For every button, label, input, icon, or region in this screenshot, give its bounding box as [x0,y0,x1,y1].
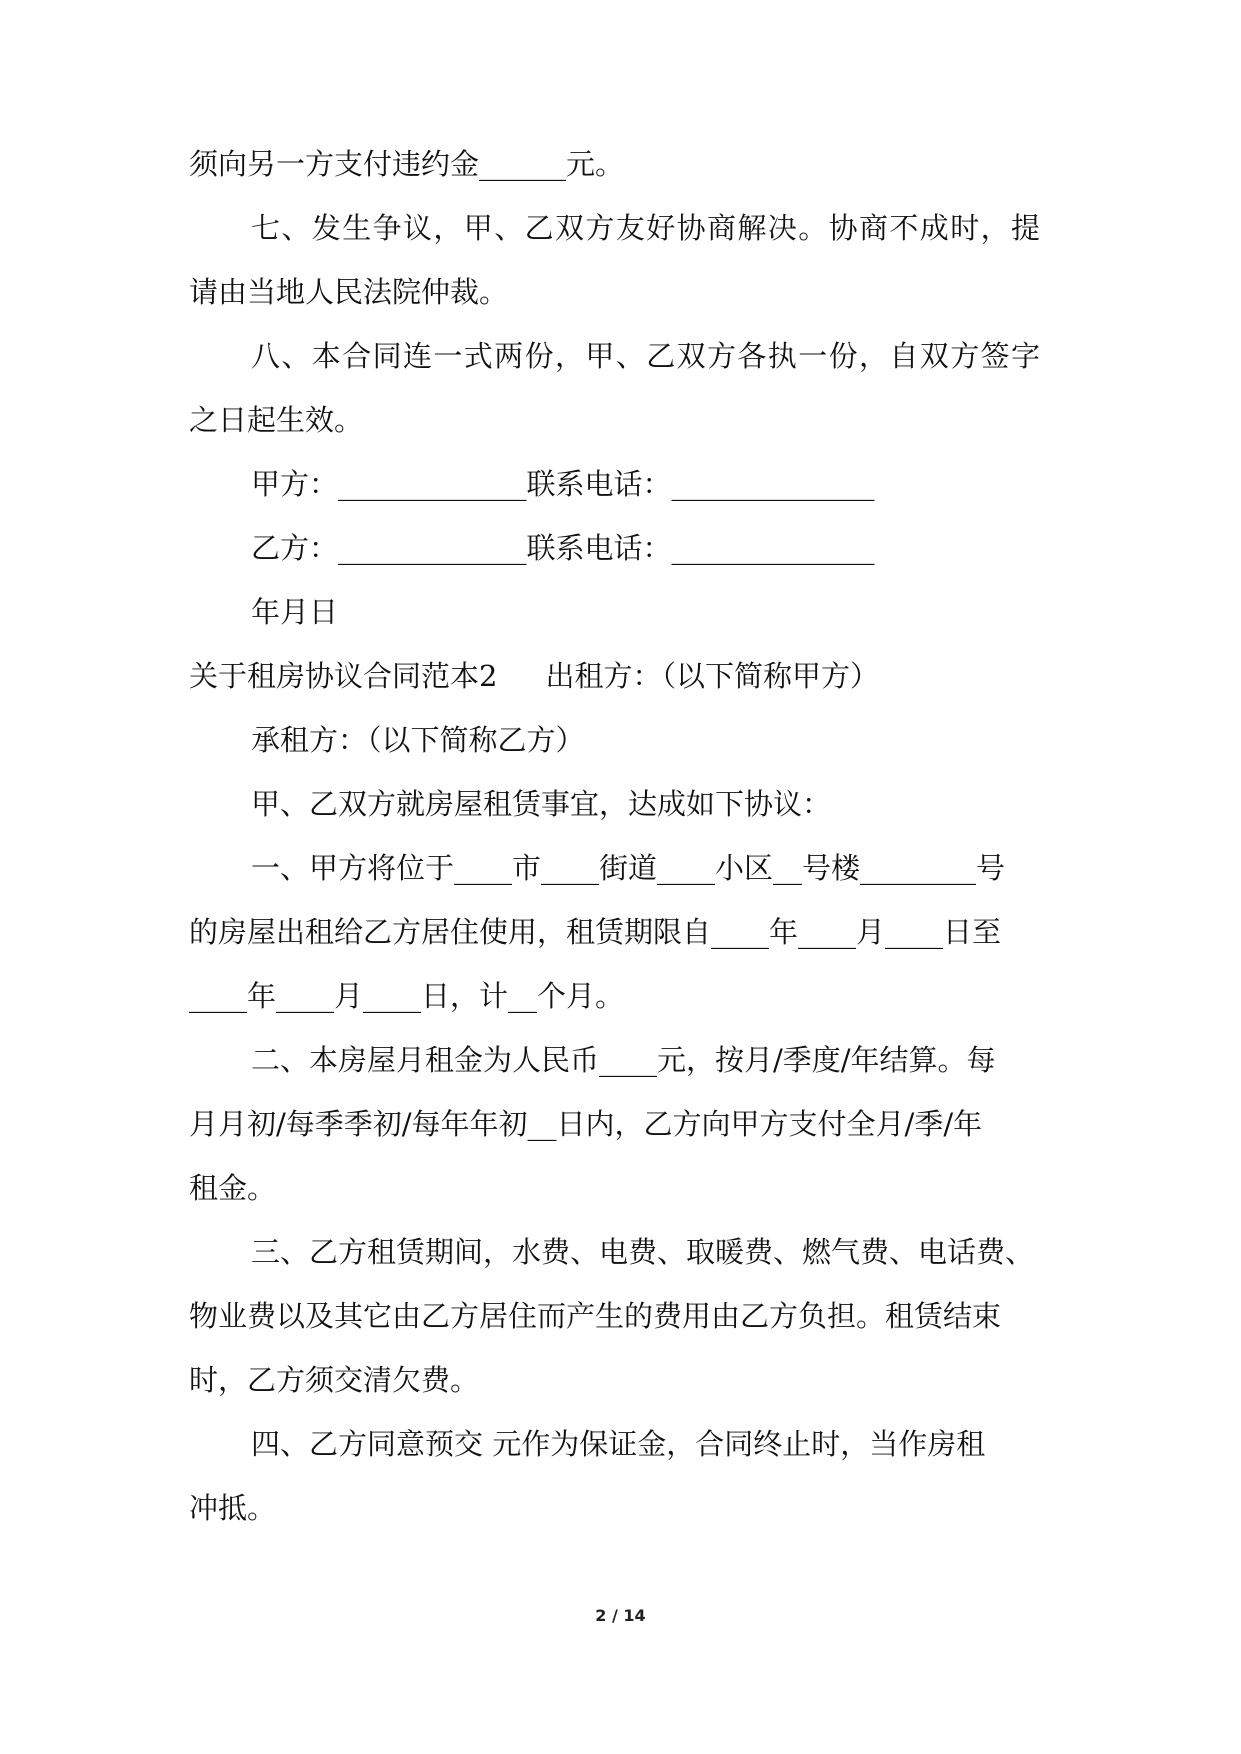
text-line: 三、乙方租赁期间，水费、电费、取暖费、燃气费、电话费、 [251,1235,1035,1269]
text-line: 七、发生争议，甲、乙双方友好协商解决。协商不成时，提 [251,211,1042,245]
text-line: 之日起生效。 [189,403,364,437]
date-line: 年月日 [251,595,339,629]
text-line: 物业费以及其它由乙方居住而产生的费用由乙方负担。租赁结束 [189,1299,1002,1333]
text-line: 月月初/每季季初/每年年初__日内，乙方向甲方支付全月/季/年 [189,1107,983,1141]
text-line: 冲抵。 [189,1491,277,1525]
text-line: ____年____月____日，计__个月。 [189,979,625,1013]
text-line: 的房屋出租给乙方居住使用，租赁期限自____年____月____日至 [189,915,1002,949]
page-number: 2 / 14 [595,1606,646,1625]
text-line: 甲、乙双方就房屋租赁事宜，达成如下协议： [251,787,832,821]
text-line: 须向另一方支付违约金______元。 [189,147,625,181]
lessor-label: 出租方：（以下简称甲方） [545,659,879,693]
text-line: 二、本房屋月租金为人民币____元，按月/季度/年结算。每 [251,1043,996,1077]
text-line: 请由当地人民法院仲裁。 [189,275,509,309]
section-title: 关于租房协议合同范本2 [189,659,498,693]
section-heading-line [189,644,1059,708]
text-line: 八、本合同连一式两份，甲、乙双方各执一份，自双方签字 [251,339,1042,373]
signature-line-party-b: 乙方：_____________联系电话：______________ [251,531,875,565]
text-line: 租金。 [189,1171,277,1205]
text-line: 四、乙方同意预交 元作为保证金，合同终止时，当作房租 [251,1427,986,1461]
text-line: 时，乙方须交清欠费。 [189,1363,480,1397]
text-line: 承租方：（以下简称乙方） [251,723,585,757]
document-body [189,132,1059,1540]
text-line: 一、甲方将位于____市____街道____小区__号楼________号 [251,851,1006,885]
signature-line-party-a: 甲方：_____________联系电话：______________ [251,467,875,501]
